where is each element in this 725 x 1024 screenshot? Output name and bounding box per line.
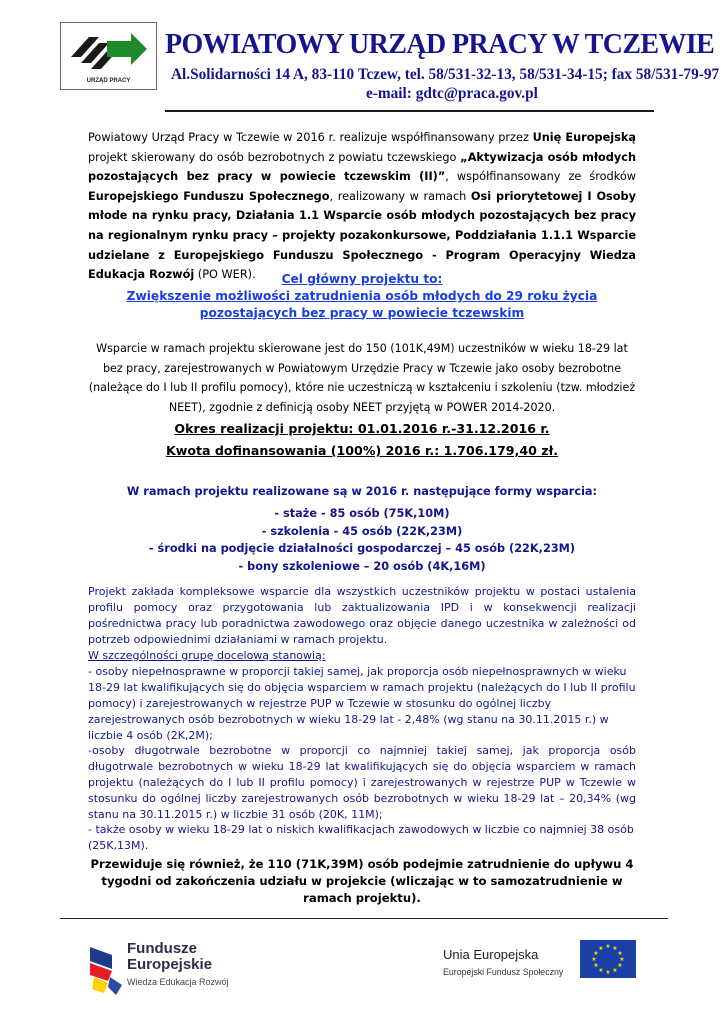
intro-bold-efs: Europejskiego Funduszu Społecznego (88, 189, 330, 203)
fe-name-line-1: Fundusze (127, 940, 197, 957)
svg-text:★: ★ (591, 956, 597, 963)
target-group-heading: W szczególności grupę docelową stanowią: (88, 649, 326, 662)
intro-text-3: , współfinansowany ze środków (445, 170, 637, 184)
logo-caption: URZĄD PRACY (86, 78, 131, 84)
pup-logo (60, 22, 157, 90)
goal-heading: Cel główny projektu to: (281, 272, 443, 286)
eu-stars-icon (580, 940, 636, 978)
period-line: Okres realizacji projektu: 01.01.2016 r.-31.12.2016 r. (174, 421, 550, 436)
intro-paragraph (88, 128, 636, 285)
svg-text:★: ★ (598, 967, 604, 974)
form-item-bony: - bony szkoleniowe – 20 osób (4K,16M) (238, 559, 486, 573)
footer-divider (60, 918, 668, 919)
fe-star-icon (90, 937, 124, 997)
svg-text:★: ★ (617, 962, 623, 969)
project-description: Projekt zakłada kompleksowe wsparcie dla wszystkich uczestników projektu w postaci ustalenia profilu pomocy oraz przygotowania lub zaktualizowania IPD i w konsekwencji realizacji pośrednictwa pracy lub poradnictwa zawodowego oraz objęcie danego uczestnika w zależności od potrzeb odpowiednimi działaniami w ramach projektu. (88, 585, 636, 646)
header-divider (165, 110, 654, 112)
office-address: Al.Solidarności 14 A, 83-110 Tczew, tel. 58/531-32-13, 58/531-34-15; fax 58/531-79-97 (171, 66, 720, 83)
goal-text: Zwiększenie możliwości zatrudnienia osób młodych do 29 roku życia pozostających bez pracy w powiecie tczewskim (126, 289, 598, 320)
svg-text:★: ★ (593, 950, 599, 957)
svg-text:★: ★ (619, 956, 625, 963)
eu-fund-name: Europejski Fundusz Społeczny (443, 967, 564, 977)
intro-bold-eu: Unię Europejską (532, 131, 636, 144)
employment-forecast: Przewiduje się również, że 110 (71K,39M) osób podejmie zatrudnienie do upływu 4 tygodni od zakończenia udziału w projekcie (wliczając w to samozatrudnienie w ramach projektu). (90, 857, 634, 905)
fundusze-europejskie-logo (90, 937, 260, 997)
svg-text:★: ★ (612, 945, 618, 952)
intro-text-5: (PO WER). (194, 268, 256, 282)
fe-name-line-2: Europejskie (127, 956, 213, 973)
office-title: POWIATOWY URZĄD PRACY W TCZEWIE (165, 29, 715, 60)
intro-text-4: , realizowany w ramach (329, 189, 471, 203)
form-item-srodki: - środki na podjęcie działalności gospodarczej – 45 osób (22K,23M) (148, 542, 576, 555)
target-group-disabled: - osoby niepełnosprawne w proporcji takiej samej, jak proporcja osób niepełnosprawnych w wieku 18-29 lat kwalifikujących się do objęcia wsparciem w ramach projektu (należących do I lub II profilu pomocy) i zarejestrowanych w rejestrze PUP w Tczewie w stosunku do ogólnej liczby zarejestrowanych osób bezrobotnych w wieku 18-29 lat - 2,48% (wg stanu na 30.11.2015 r.) w liczbie 4 osób (2K,2M); (88, 665, 636, 742)
eu-flag-icon (580, 940, 636, 978)
office-email: e-mail: gdtc@praca.gov.pl (366, 85, 538, 102)
form-item-szkolenia: - szkolenia - 45 osób (22K,23M) (261, 524, 463, 538)
svg-text:★: ★ (593, 962, 599, 969)
svg-text:★: ★ (605, 969, 611, 976)
svg-text:★: ★ (605, 943, 611, 950)
forms-list (88, 505, 636, 575)
svg-text:★: ★ (617, 950, 623, 957)
intro-text-1: Powiatowy Urząd Pracy w Tczewie w 2016 r. realizuje współfinansowany przez (88, 131, 533, 144)
target-group-low-skills: - także osoby w wieku 18-29 lat o niskich kwalifikacjach zawodowych w liczbie co najmniej 38 osób (25K,13M). (88, 823, 634, 852)
arrows-logo-icon (69, 29, 149, 75)
intro-bold-project-title: „Aktywizacja osób młodych pozostających bez pracy w powiecie tczewskim (II)” (88, 150, 636, 184)
intro-bold-priority-axis: Osi priorytetowej I Osoby młode na rynku pracy, Działania 1.1 Wsparcie osób młodych pozostających bez pracy na regionalnym rynku pracy – projekty pozakonkursowe, Poddziałania 1.1.1 Wsparcie udzielane z Europejskiego Funduszu Społecznego - Program Operacyjny Wiedza Edukacja Rozwój (88, 189, 636, 282)
support-paragraph: Wsparcie w ramach projektu skierowane jest do 150 (101K,49M) uczestników w wieku 18-29 lat bez pracy, zarejestrowanych w Powiatowym Urzędzie Pracy w Tczewie jako osoby bezrobotne (należące do I lub II profilu pomocy), które nie uczestniczą w kształceniu i szkoleniu (tzw. młodzież NEET), zgodnie z definicją osoby NEET przyjętą w POWER 2014-2020. (88, 342, 636, 414)
forms-heading: W ramach projektu realizowane są w 2016 r. następujące formy wsparcia: (126, 485, 598, 498)
eu-name: Unia Europejska (443, 947, 539, 962)
amount-line: Kwota dofinansowania (100%) 2016 r.: 1.706.179,40 zł. (165, 443, 559, 458)
intro-text-2: projekt skierowany do osób bezrobotnych z powiatu tczewskiego (88, 150, 461, 164)
svg-text:★: ★ (598, 945, 604, 952)
target-group-long-term: -osoby długotrwale bezrobotne w proporcji co najmniej takiej samej, jak proporcja osób długotrwale bezrobotnych w wieku 18-29 lat kwalifikujących się do objęcia wsparciem w ramach projektu (należących do I lub II profilu pomocy) i zarejestrowanych w rejestrze PUP w Tczewie w stosunku do ogólnej liczby zarejestrowanych osób bezrobotnych w wieku 18-29 lat – 20,34% (wg stanu na 30.11.2015 r.) w liczbie 31 osób (20K, 11M); (88, 744, 636, 821)
svg-text:★: ★ (612, 967, 618, 974)
form-item-staze: - staże - 85 osób (75K,10M) (274, 507, 450, 520)
fe-program-name: Wiedza Edukacja Rozwój (127, 977, 229, 987)
